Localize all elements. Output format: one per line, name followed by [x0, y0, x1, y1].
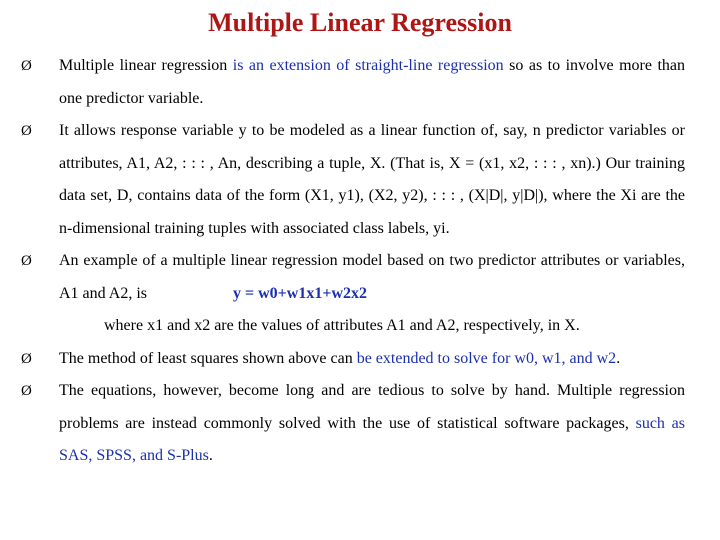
- bullet-5-text-a: The equations, however, become long and are tedious to solve by hand. Multiple regression problems are instead commonly solved with the use of statistical software packages,: [59, 382, 685, 432]
- arrow-bullet-icon: Ø: [21, 383, 32, 399]
- regression-formula: y = w0+w1x1+w2x2: [233, 284, 368, 302]
- bullet-4-highlight: be extended to solve for w0, w1, and w2: [356, 349, 617, 367]
- bullet-item-2: [21, 115, 685, 245]
- arrow-bullet-icon: Ø: [21, 350, 32, 367]
- slide-content: [0, 50, 720, 473]
- arrow-bullet-icon: Ø: [21, 123, 32, 139]
- arrow-bullet-icon: Ø: [21, 253, 32, 269]
- bullet-3-text: An example of a multiple linear regression model based on two predictor attributes or variables, A1 and A2, is: [59, 252, 685, 302]
- formula-explanation: where x1 and x2 are the values of attributes A1 and A2, respectively, in X.: [104, 317, 580, 334]
- bullet-5-text-b: .: [208, 447, 213, 464]
- bullet-4-text-b: .: [616, 349, 621, 367]
- arrow-bullet-icon: Ø: [21, 58, 32, 74]
- bullet-item-1: [21, 50, 685, 115]
- slide-title: Multiple Linear Regression: [208, 8, 512, 37]
- bullet-4-text-a: The method of least squares shown above can: [59, 349, 357, 367]
- bullet-item-3: [21, 245, 685, 310]
- bullet-item-5: [21, 375, 686, 473]
- bullet-1-text-a: Multiple linear regression: [59, 57, 233, 74]
- bullet-1-text-b: so as to involve more than one predictor variable.: [59, 57, 685, 107]
- bullet-1-highlight: is an extension of straight-line regression: [232, 57, 504, 74]
- bullet-5-highlight: such as SAS, SPSS, and S-Plus: [59, 414, 686, 464]
- bullet-item-4: [21, 343, 685, 376]
- bullet-2-text: It allows response variable y to be modeled as a linear function of, say, n predictor variables or attributes, A1, A2, : : : , An, describing a tuple, X. (That is, X = (x1, x2, : : : , xn).) Our training data set, D, contains data of the form (X1, y1), (X2, y2), : : : , (X|D|, y|D|), where the Xi are the n-dimensional training tuples with associated class labels, yi.: [59, 122, 685, 237]
